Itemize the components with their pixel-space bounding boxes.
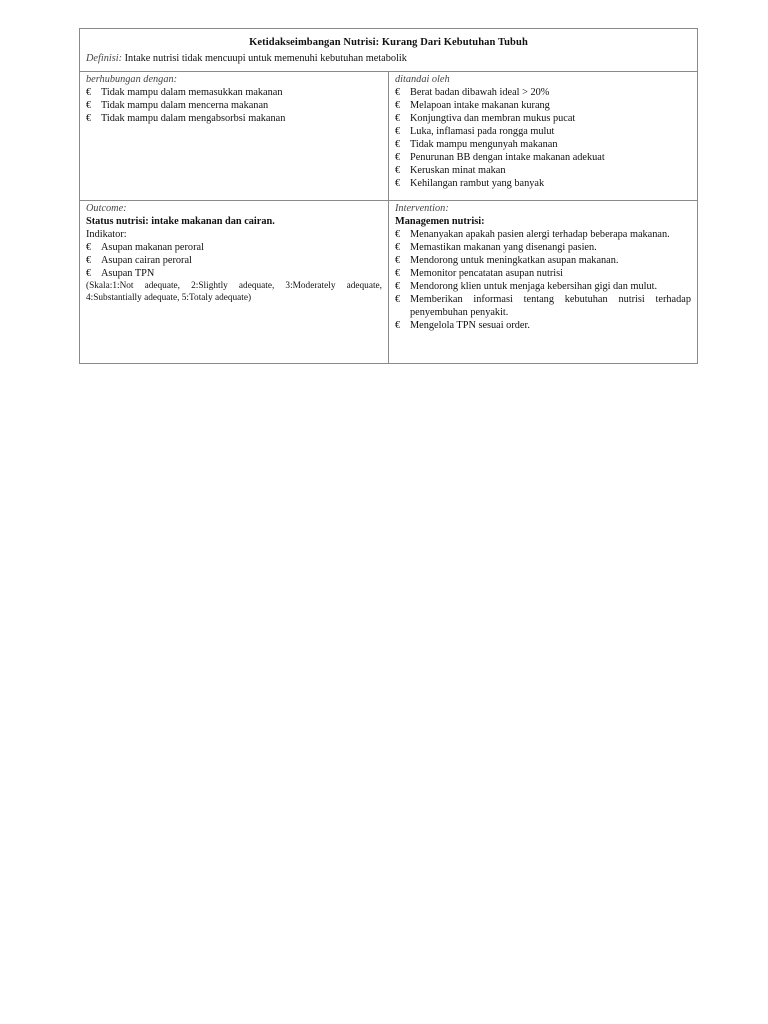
list-item-text: Asupan TPN — [101, 268, 155, 279]
list-item-text: Tidak mampu mengunyah makanan — [410, 139, 558, 150]
indicator-label: Indikator: — [86, 229, 127, 240]
list-item-text: Menanyakan apakah pasien alergi terhadap beberapa makanan. — [410, 229, 670, 240]
list-item-text: Penurunan BB dengan intake makanan adekuat — [410, 152, 605, 163]
outcome-label: Outcome: — [86, 203, 127, 214]
diagnosis-row — [80, 72, 697, 201]
defining-characteristics-cell — [389, 72, 697, 200]
list-item — [395, 138, 691, 151]
list-item — [395, 228, 691, 241]
bullet-icon: € — [86, 255, 92, 266]
table-header — [80, 29, 697, 72]
intervention-label: Intervention: — [395, 203, 449, 214]
plan-row — [80, 201, 697, 363]
bullet-icon: € — [395, 294, 401, 305]
bullet-icon: € — [395, 113, 401, 124]
list-item-text: Mengelola TPN sesuai order. — [410, 320, 530, 331]
list-item-text: Melapoan intake makanan kurang — [410, 100, 550, 111]
list-item — [395, 86, 691, 99]
list-item — [395, 151, 691, 164]
nursing-care-table — [79, 28, 698, 364]
bullet-icon: € — [86, 242, 92, 253]
list-item — [86, 241, 382, 254]
list-item-text: Memastikan makanan yang disenangi pasien. — [410, 242, 597, 253]
related-factors-list — [86, 86, 382, 125]
list-item — [395, 267, 691, 280]
related-label: berhubungan dengan: — [86, 74, 178, 85]
list-item-text: Berat badan dibawah ideal > 20% — [410, 87, 550, 98]
list-item — [395, 99, 691, 112]
intervention-heading: Managemen nutrisi: — [395, 216, 485, 227]
list-item — [86, 99, 382, 112]
related-factors-cell — [80, 72, 389, 200]
bullet-icon: € — [395, 268, 401, 279]
list-item — [86, 86, 382, 99]
bullet-icon: € — [395, 242, 401, 253]
bullet-icon: € — [86, 87, 92, 98]
bullet-icon: € — [86, 100, 92, 111]
list-item — [395, 177, 691, 190]
list-item-text: Asupan cairan peroral — [101, 255, 192, 266]
bullet-icon: € — [395, 126, 401, 137]
list-item — [86, 254, 382, 267]
list-item — [395, 293, 691, 319]
bullet-icon: € — [395, 165, 401, 176]
definition — [86, 53, 691, 64]
list-item — [395, 164, 691, 177]
bullet-icon: € — [395, 152, 401, 163]
outcome-heading: Status nutrisi: intake makanan dan cairan. — [86, 216, 275, 227]
bullet-icon: € — [395, 139, 401, 150]
list-item-text: Keruskan minat makan — [410, 165, 506, 176]
bullet-icon: € — [395, 229, 401, 240]
bullet-icon: € — [86, 113, 92, 124]
bullet-icon: € — [395, 100, 401, 111]
bullet-icon: € — [395, 178, 401, 189]
bullet-icon: € — [395, 281, 401, 292]
signs-label: ditandai oleh — [395, 74, 450, 85]
list-item — [86, 112, 382, 125]
list-item — [395, 254, 691, 267]
list-item-text: Luka, inflamasi pada rongga mulut — [410, 126, 555, 137]
definition-label: Definisi: — [86, 53, 123, 64]
list-item-text: Konjungtiva dan membran mukus pucat — [410, 113, 576, 124]
defining-characteristics-list — [395, 86, 691, 190]
list-item-text: Asupan makanan peroral — [101, 242, 204, 253]
list-item — [395, 241, 691, 254]
bullet-icon: € — [395, 87, 401, 98]
list-item-text: Memonitor pencatatan asupan nutrisi — [410, 268, 563, 279]
bullet-icon: € — [395, 255, 401, 266]
list-item — [395, 112, 691, 125]
intervention-list — [395, 228, 691, 332]
list-item — [395, 280, 691, 293]
list-item-text: Tidak mampu dalam mencerna makanan — [101, 100, 269, 111]
list-item-text: Memberikan informasi tentang kebutuhan nutrisi terhadap penyembuhan penyakit. — [410, 294, 691, 318]
outcome-cell — [80, 201, 389, 363]
list-item — [86, 267, 382, 280]
intervention-cell — [389, 201, 697, 363]
list-item-text: Tidak mampu dalam mengabsorbsi makanan — [101, 113, 286, 124]
list-item-text: Tidak mampu dalam memasukkan makanan — [101, 87, 283, 98]
document-title: Ketidakseimbangan Nutrisi: Kurang Dari Kebutuhan Tubuh — [249, 37, 528, 48]
list-item-text: Kehilangan rambut yang banyak — [410, 178, 545, 189]
bullet-icon: € — [395, 320, 401, 331]
list-item — [395, 319, 691, 332]
list-item-text: Mendorong untuk meningkatkan asupan makanan. — [410, 255, 619, 266]
list-item-text: Mendorong klien untuk menjaga kebersihan gigi dan mulut. — [410, 281, 658, 292]
indicator-list — [86, 241, 382, 280]
definition-text: Intake nutrisi tidak mencuupi untuk memenuhi kebutuhan metabolik — [124, 53, 407, 64]
bullet-icon: € — [86, 268, 92, 279]
rating-scale: (Skala:1:Not adequate, 2:Slightly adequate, 3:Moderately adequate, 4:Substantially adequate, 5:Totaly adequate) — [86, 281, 382, 303]
list-item — [395, 125, 691, 138]
